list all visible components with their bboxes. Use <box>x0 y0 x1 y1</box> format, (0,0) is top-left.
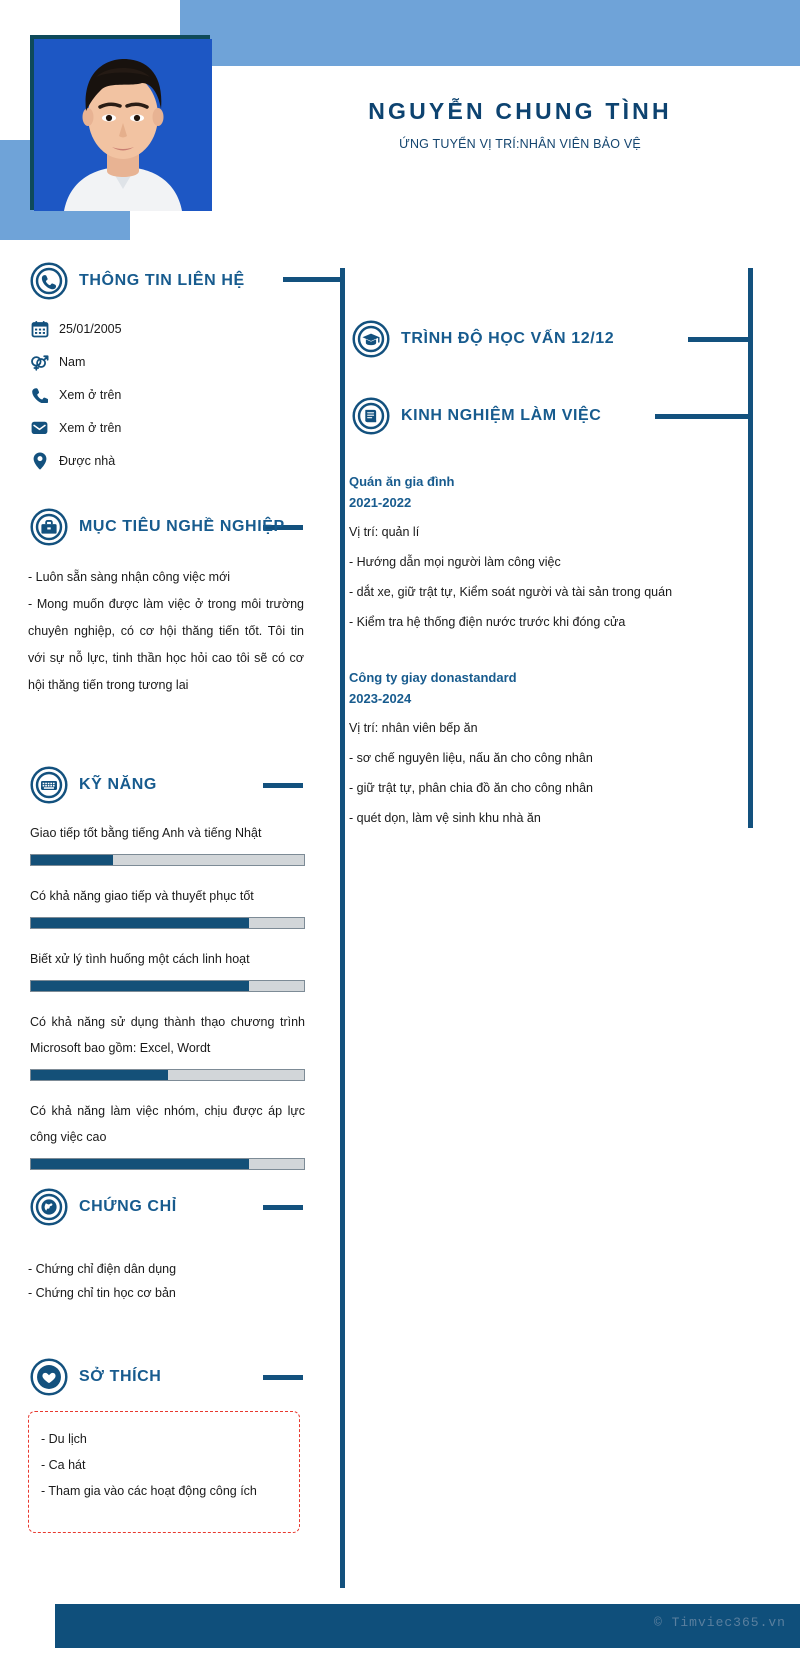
job-duty: - Kiểm tra hệ thống điện nước trước khi đóng cửa <box>349 615 626 629</box>
list-item: - Chứng chỉ tin học cơ bản <box>28 1286 176 1300</box>
experience-item <box>349 668 749 833</box>
email-icon <box>30 418 49 437</box>
certificates-accent-line <box>263 1205 303 1210</box>
job-position: Vị trí: nhân viên bếp ăn <box>349 721 478 735</box>
job-duty: - giữ trật tự, phân chia đồ ăn cho công nhân <box>349 781 593 795</box>
gender-value: Nam <box>59 354 86 369</box>
objective-line: - Luôn sẵn sàng nhận công việc mới <box>28 570 231 584</box>
skill-label: Có khả năng làm việc nhóm, chịu được áp lực công việc cao <box>30 1104 305 1144</box>
job-company: Công ty giay donastandard <box>349 670 517 685</box>
experience-accent-line <box>655 414 753 419</box>
list-item <box>30 378 310 411</box>
graduation-cap-circle-icon <box>352 320 390 358</box>
job-duty: - Hướng dẫn mọi người làm công việc <box>349 555 561 569</box>
birthdate-value: 25/01/2005 <box>59 321 122 336</box>
skill-progress-bar <box>30 1069 305 1081</box>
list-item <box>30 345 310 378</box>
section-contact-header <box>30 262 245 300</box>
phone-icon <box>30 385 49 404</box>
page-title: NGUYỄN CHUNG TÌNH <box>368 98 672 124</box>
list-item: - Tham gia vào các hoạt động công ích <box>41 1484 257 1498</box>
skill-label: Biết xử lý tình huống một cách linh hoạt <box>30 952 250 966</box>
section-title: MỤC TIÊU NGHỀ NGHIỆP <box>79 518 285 535</box>
section-hobbies-header <box>30 1358 161 1396</box>
skill-progress-fill <box>31 855 113 865</box>
skill-progress-fill <box>31 1159 249 1169</box>
address-value: Được nhà <box>59 453 116 468</box>
skill-label: Có khả năng sử dụng thành thạo chương trình Microsoft bao gồm: Excel, Wordt <box>30 1015 305 1055</box>
email-value: Xem ở trên <box>59 420 122 435</box>
job-years: 2023-2024 <box>349 691 412 706</box>
hobbies-box <box>28 1411 300 1533</box>
calendar-icon <box>30 319 49 338</box>
skills-accent-line <box>263 783 303 788</box>
briefcase-circle-icon <box>30 508 68 546</box>
section-title: KINH NGHIỆM LÀM VIỆC <box>401 407 602 424</box>
section-skills-header <box>30 766 157 804</box>
keyboard-circle-icon <box>30 766 68 804</box>
section-objective-header <box>30 508 285 546</box>
header-blue-band <box>180 0 800 66</box>
education-accent-line <box>688 337 753 342</box>
list-item: - Du lịch <box>41 1432 87 1446</box>
globe-circle-icon <box>30 1188 68 1226</box>
job-duty: - quét dọn, làm vệ sinh khu nhà ăn <box>349 811 541 825</box>
list-item: - Chứng chỉ điện dân dụng <box>28 1262 177 1276</box>
contact-list <box>30 312 310 477</box>
gender-icon <box>30 352 49 371</box>
section-title: THÔNG TIN LIÊN HỆ <box>79 272 245 289</box>
list-item <box>30 312 310 345</box>
book-circle-icon <box>352 397 390 435</box>
footer-watermark: © Timviec365.vn <box>653 1615 786 1630</box>
phone-value: Xem ở trên <box>59 387 122 402</box>
phone-circle-icon <box>30 262 68 300</box>
job-duty: - dắt xe, giữ trật tự, Kiểm soát người và tài sản trong quán <box>349 585 673 599</box>
job-years: 2021-2022 <box>349 495 412 510</box>
contact-accent-line <box>283 277 345 282</box>
location-pin-icon <box>30 451 49 470</box>
job-position: Vị trí: quản lí <box>349 525 420 539</box>
job-duty: - sơ chế nguyên liệu, nấu ăn cho công nhân <box>349 751 593 765</box>
heart-circle-icon <box>30 1358 68 1396</box>
applied-position: ỨNG TUYỂN VỊ TRÍ:NHÂN VIÊN BẢO VỆ <box>399 137 641 151</box>
skill-progress-bar <box>30 980 305 992</box>
skill-progress-bar <box>30 854 305 866</box>
skill-label: Giao tiếp tốt bằng tiếng Anh và tiếng Nhật <box>30 826 262 840</box>
list-item: - Ca hát <box>41 1458 86 1472</box>
skill-progress-bar <box>30 1158 305 1170</box>
section-education-header <box>352 320 614 358</box>
section-title: SỞ THÍCH <box>79 1368 162 1385</box>
center-divider <box>340 268 345 1588</box>
experience-item <box>349 472 749 637</box>
certificates-list <box>28 1257 176 1305</box>
skill-progress-fill <box>31 1070 168 1080</box>
skill-label: Có khả năng giao tiếp và thuyết phục tốt <box>30 889 254 903</box>
section-certificates-header <box>30 1188 177 1226</box>
objective-text <box>28 564 304 699</box>
section-title: CHỨNG CHỈ <box>79 1198 177 1215</box>
list-item <box>30 444 310 477</box>
objective-line: - Mong muốn được làm việc ở trong môi trường chuyên nghiệp, có cơ hội thăng tiến tốt. Tôi tin với sự nỗ lực, tinh thần học hỏi cao tôi sẽ có cơ hội thăng tiến trong tương lai <box>28 597 304 692</box>
section-experience-header <box>352 397 601 435</box>
section-title: KỸ NĂNG <box>79 776 157 793</box>
hobbies-accent-line <box>263 1375 303 1380</box>
skill-progress-fill <box>31 981 249 991</box>
skill-progress-fill <box>31 918 249 928</box>
skills-list <box>30 820 305 1187</box>
section-title: TRÌNH ĐỘ HỌC VẤN 12/12 <box>401 330 615 347</box>
job-company: Quán ăn gia đình <box>349 474 455 489</box>
list-item <box>30 411 310 444</box>
skill-progress-bar <box>30 917 305 929</box>
avatar <box>34 39 212 211</box>
